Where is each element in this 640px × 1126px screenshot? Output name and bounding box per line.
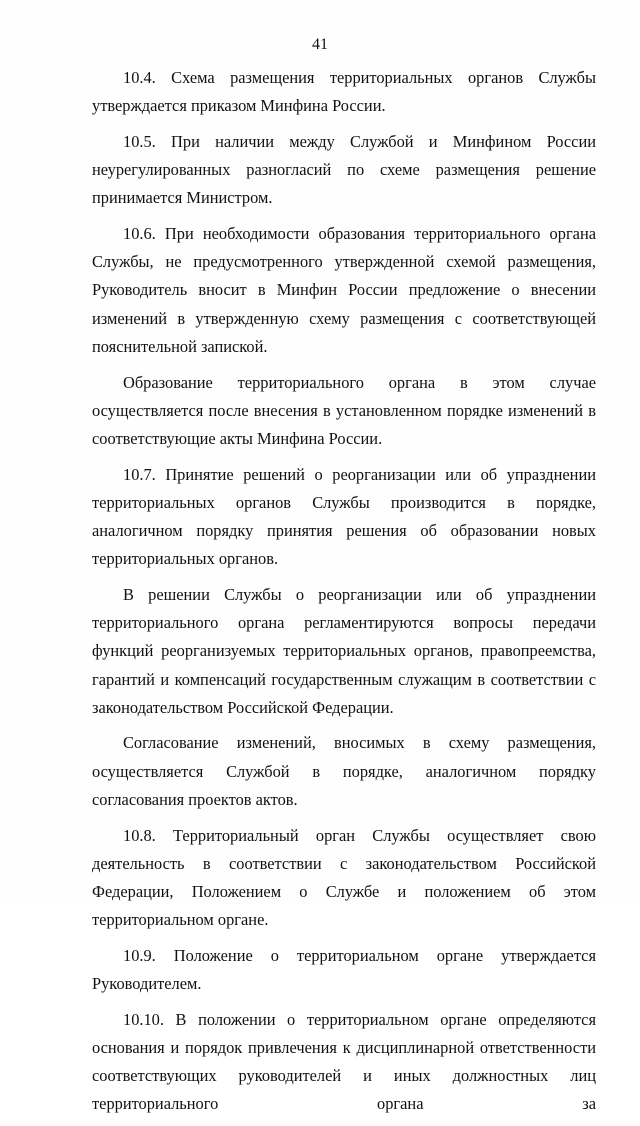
paragraph-10-5: 10.5. При наличии между Службой и Минфином России неурегулированных разногласий по схеме размещения решение принимается Министром. bbox=[92, 131, 596, 208]
paragraph-10-7-approval: Согласование изменений, вносимых в схему размещения, осуществляется Службой в порядке, аналогичном порядку согласования проектов актов. bbox=[92, 733, 596, 809]
paragraph-10-9: 10.9. Положение о территориальном органе утверждается Руководителем. bbox=[92, 945, 596, 994]
paragraph-10-4: 10.4. Схема размещения территориальных органов Службы утверждается приказом Минфина России. bbox=[92, 68, 596, 116]
paragraph-10-7-decision: В решении Службы о реорганизации или об упразднении территориального органа регламентируются вопросы передачи функций реорганизуемых территориальных органов, правопреемства, гарантий и компенсаций государственным служащим в соответствии с законодательством Российской Федерации. bbox=[92, 584, 596, 717]
paragraph-10-8: 10.8. Территориальный орган Службы осуществляет свою деятельность в соответствии с законодательством Российской Федерации, Положением о Службе и положением об этом территориальном органе. bbox=[92, 825, 596, 930]
paragraph-10-6: 10.6. При необходимости образования территориального органа Службы, не предусмотренного утвержденной схемой размещения, Руководитель вносит в Минфин России предложение о внесении изменений в утвержденную схему размещения с соответствующей пояснительной запиской. bbox=[92, 224, 596, 356]
document-body bbox=[92, 64, 596, 1126]
page-number: 41 bbox=[312, 36, 328, 53]
paragraph-10-6-formation: Образование территориального органа в этом случае осуществляется после внесения в установленном порядке изменений в соответствующие акты Минфина России. bbox=[92, 372, 596, 448]
paragraph-10-10: 10.10. В положении о территориальном органе определяются основания и порядок привлечения к дисциплинарной ответственности соответствующих руководителей и иных должностных лиц территориального органа за bbox=[92, 1009, 596, 1114]
paragraph-10-7: 10.7. Принятие решений о реорганизации или об упразднении территориальных органов Службы производится в порядке, аналогичном порядку принятия решения об образовании новых территориальных органов. bbox=[92, 464, 596, 569]
